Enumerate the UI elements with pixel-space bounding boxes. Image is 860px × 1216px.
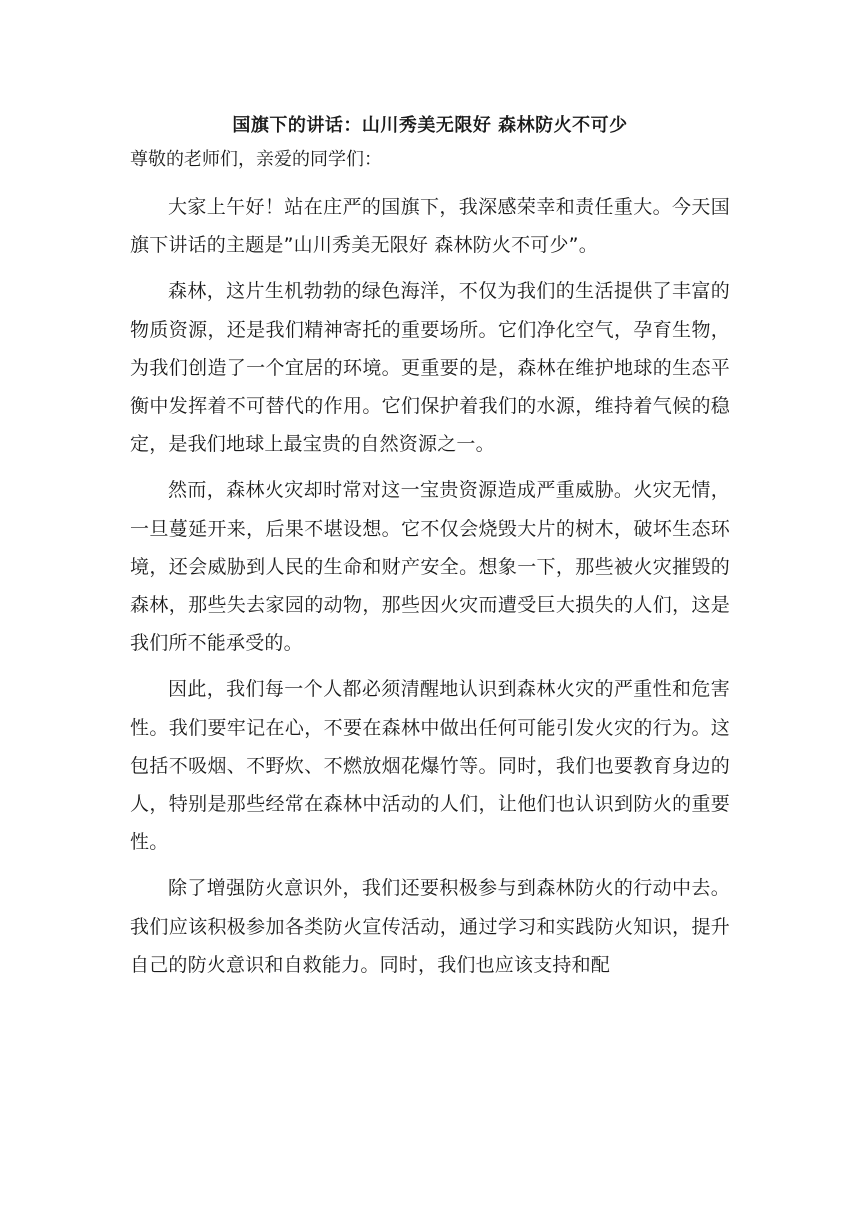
document-body bbox=[130, 112, 730, 992]
paragraph-forest-value: 森林，这片生机勃勃的绿色海洋，不仅为我们的生活提供了丰富的物质资源，还是我们精神寄托的重要场所。它们净化空气，孕育生物，为我们创造了一个宜居的环境。更重要的是，森林在维护地球的生态平衡中发挥着不可替代的作用。它们保护着我们的水源，维持着气候的稳定，是我们地球上最宝贵的自然资源之一。 bbox=[130, 280, 730, 456]
paragraph-fire-threat: 然而，森林火灾却时常对这一宝贵资源造成严重威胁。火灾无情，一旦蔓延开来，后果不堪设想。它不仅会烧毁大片的树木，破坏生态环境，还会威胁到人民的生命和财产安全。想象一下，那些被火灾摧毁的森林，那些失去家园的动物，那些因火灾而遭受巨大损失的人们，这是我们所不能承受的。 bbox=[130, 479, 730, 655]
paragraph-greeting: 大家上午好！站在庄严的国旗下，我深感荣幸和责任重大。今天国旗下讲话的主题是”山川秀美无限好 森林防火不可少”。 bbox=[130, 196, 730, 257]
paragraph-action: 除了增强防火意识外，我们还要积极参与到森林防火的行动中去。我们应该积极参加各类防火宣传活动，通过学习和实践防火知识，提升自己的防火意识和自救能力。同时，我们也应该支持和配 bbox=[130, 877, 730, 976]
document-title: 国旗下的讲话：山川秀美无限好 森林防火不可少 bbox=[232, 115, 628, 136]
salutation: 尊敬的老师们，亲爱的同学们： bbox=[130, 149, 382, 170]
paragraph-awareness: 因此，我们每一个人都必须清醒地认识到森林火灾的严重性和危害性。我们要牢记在心，不要在森林中做出任何可能引发火灾的行为。这包括不吸烟、不野炊、不燃放烟花爆竹等。同时，我们也要教育身边的人，特别是那些经常在森林中活动的人们，让他们也认识到防火的重要性。 bbox=[130, 678, 730, 854]
